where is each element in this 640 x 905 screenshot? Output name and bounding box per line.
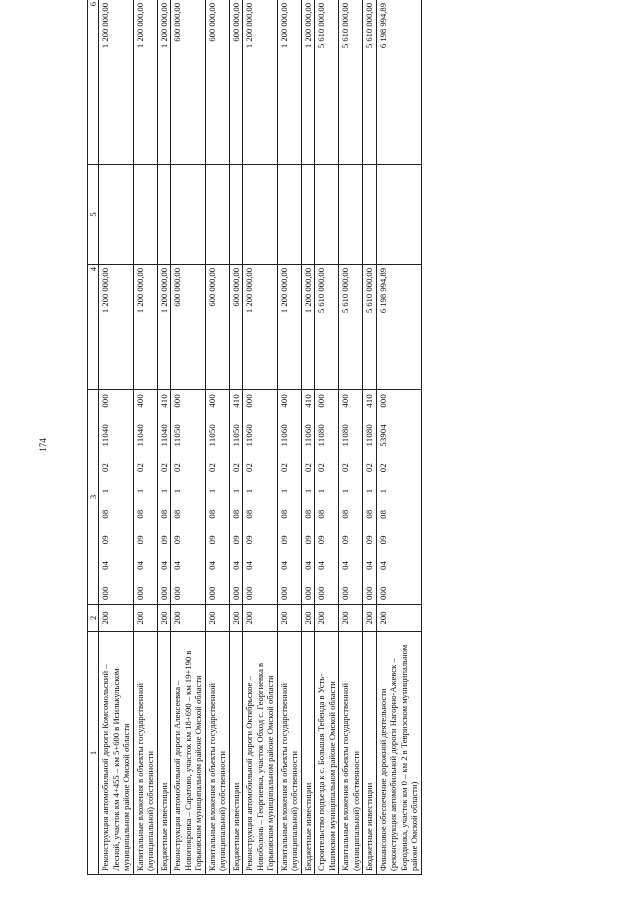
budget-code-parts (100, 393, 110, 601)
code-part: 410 (158, 394, 169, 408)
row-budget-code (363, 390, 376, 605)
code-part: 02 (364, 462, 375, 472)
row-total: 1 200 000,00 (157, 0, 170, 165)
table-row (157, 0, 170, 875)
row-total: 1 200 000,00 (301, 0, 314, 165)
code-part: 09 (206, 535, 217, 545)
code-part: 11060 (278, 424, 289, 447)
header-col-4: 4 (88, 265, 99, 390)
budget-code-parts (244, 393, 254, 601)
code-part: 11040 (100, 424, 111, 447)
code-part: 1 (244, 488, 255, 494)
row-col5 (157, 165, 170, 265)
code-part: 1 (100, 488, 111, 494)
code-part: 000 (244, 394, 255, 408)
row-admin-code: 200 (99, 605, 133, 632)
header-col-6: 6 (88, 0, 99, 165)
code-part: 09 (244, 535, 255, 545)
code-part: 000 (316, 394, 327, 408)
code-part: 11060 (244, 424, 255, 447)
row-admin-code: 200 (205, 605, 229, 632)
code-part: 400 (340, 394, 351, 408)
code-part: 02 (158, 462, 169, 472)
table-row (205, 0, 229, 875)
code-part: 11080 (340, 424, 351, 447)
code-part: 000 (134, 586, 145, 600)
code-part: 09 (302, 535, 313, 545)
row-col5 (301, 165, 314, 265)
row-col5 (277, 165, 301, 265)
code-part: 11050 (230, 424, 241, 447)
code-part: 09 (172, 535, 183, 545)
row-budget-code (99, 390, 133, 605)
header-col-1: 1 (88, 632, 99, 875)
code-part: 08 (302, 509, 313, 519)
budget-code-parts (207, 393, 217, 601)
row-amount: 5 610 000,00 (315, 265, 339, 390)
code-part: 08 (377, 509, 388, 519)
code-part: 04 (206, 560, 217, 570)
code-part: 000 (230, 586, 241, 600)
code-part: 04 (134, 560, 145, 570)
row-budget-code (315, 390, 339, 605)
code-part: 11040 (134, 424, 145, 447)
row-budget-code (339, 390, 363, 605)
code-part: 08 (172, 509, 183, 519)
row-amount: 600 000,00 (171, 265, 205, 390)
row-amount: 1 200 000,00 (243, 265, 277, 390)
row-col5 (133, 165, 157, 265)
row-amount: 600 000,00 (205, 265, 229, 390)
row-total: 600 000,00 (229, 0, 242, 165)
budget-code-parts (172, 393, 182, 601)
code-part: 1 (364, 488, 375, 494)
code-part: 09 (230, 535, 241, 545)
code-part: 400 (134, 394, 145, 408)
code-part: 1 (134, 488, 145, 494)
code-part: 02 (230, 462, 241, 472)
row-budget-code (277, 390, 301, 605)
budget-code-parts (340, 393, 350, 601)
row-admin-code: 200 (376, 605, 421, 632)
code-part: 000 (278, 586, 289, 600)
table-row (339, 0, 363, 875)
code-part: 11060 (302, 424, 313, 447)
code-part: 000 (172, 394, 183, 408)
code-part: 02 (340, 462, 351, 472)
code-part: 04 (340, 560, 351, 570)
row-name: Реконструкция автомобильной дороги Комсомольский – Лесной, участок км 4+455 – км 5+600 в Исилькульском муниципальном районе Омской области (99, 632, 133, 875)
row-admin-code: 200 (315, 605, 339, 632)
header-col-5: 5 (88, 165, 99, 265)
code-part: 08 (278, 509, 289, 519)
row-name: Реконструкция автомобильной дороги Октябрьское – Новоболонь – Георгиевка, участок Обход с. Георгиевка в Горьковском муниципальном районе Омской области (243, 632, 277, 875)
page-number: 174 (38, 438, 48, 452)
table-row (171, 0, 205, 875)
row-name: Бюджетные инвестиции (229, 632, 242, 875)
row-total: 1 200 000,00 (133, 0, 157, 165)
row-col5 (339, 165, 363, 265)
budget-code-parts (316, 393, 326, 601)
row-amount: 6 198 994,89 (376, 265, 421, 390)
row-col5 (376, 165, 421, 265)
code-part: 09 (158, 535, 169, 545)
code-part: 000 (100, 394, 111, 408)
code-part: 09 (364, 535, 375, 545)
row-budget-code (205, 390, 229, 605)
row-total: 1 200 000,00 (99, 0, 133, 165)
code-part: 04 (364, 560, 375, 570)
budget-code-parts (364, 393, 374, 601)
code-part: 02 (172, 462, 183, 472)
code-part: 11080 (364, 424, 375, 447)
table-row (277, 0, 301, 875)
budget-code-parts (135, 393, 145, 601)
row-total: 5 610 000,00 (363, 0, 376, 165)
code-part: 02 (134, 462, 145, 472)
row-name: Реконструкция автомобильной дороги Алексеевка – Новопокровка – Саратово, участок км 18+690 – км 19+190 в Горьковском муниципальном районе Омской области (171, 632, 205, 875)
code-part: 000 (206, 586, 217, 600)
row-name: Капитальные вложения в объекты государственной (муниципальной) собственности (339, 632, 363, 875)
code-part: 02 (278, 462, 289, 472)
code-part: 000 (302, 586, 313, 600)
budget-code-parts (378, 393, 388, 601)
code-part: 1 (377, 488, 388, 494)
budget-code-parts (231, 393, 241, 601)
table-row (133, 0, 157, 875)
header-col-2: 2 (88, 605, 99, 632)
code-part: 000 (172, 586, 183, 600)
code-part: 08 (100, 509, 111, 519)
code-part: 400 (278, 394, 289, 408)
row-admin-code: 200 (171, 605, 205, 632)
code-part: 410 (364, 394, 375, 408)
table-row (243, 0, 277, 875)
row-col5 (171, 165, 205, 265)
code-part: 410 (230, 394, 241, 408)
row-total: 1 200 000,00 (277, 0, 301, 165)
code-part: 1 (158, 488, 169, 494)
code-part: 02 (377, 463, 388, 473)
row-budget-code (301, 390, 314, 605)
row-amount: 1 200 000,00 (99, 265, 133, 390)
row-name: Капитальные вложения в объекты государственной (муниципальной) собственности (133, 632, 157, 875)
code-part: 000 (244, 586, 255, 600)
code-part: 1 (302, 488, 313, 494)
code-part: 02 (302, 462, 313, 472)
row-name: Финансовое обеспечение дорожной деятельности (реконструкция автомобильной дороги Нагорно-Ажевск – Бородинка, участок км 0 – км 2 в Тевризском муниципальном районе Омской области) (376, 632, 421, 875)
row-col5 (315, 165, 339, 265)
code-part: 1 (316, 488, 327, 494)
code-part: 08 (206, 509, 217, 519)
row-amount: 1 200 000,00 (301, 265, 314, 390)
row-admin-code: 200 (363, 605, 376, 632)
code-part: 04 (278, 560, 289, 570)
table-frame (87, 2, 612, 875)
row-col5 (99, 165, 133, 265)
table-row (363, 0, 376, 875)
row-admin-code: 200 (229, 605, 242, 632)
row-budget-code (229, 390, 242, 605)
row-admin-code: 200 (157, 605, 170, 632)
table-body (99, 0, 421, 875)
code-part: 1 (172, 488, 183, 494)
table-row (229, 0, 242, 875)
code-part: 000 (364, 586, 375, 600)
code-part: 08 (244, 509, 255, 519)
code-part: 000 (316, 586, 327, 600)
code-part: 02 (244, 462, 255, 472)
code-part: 09 (100, 535, 111, 545)
row-amount: 1 200 000,00 (277, 265, 301, 390)
row-col5 (205, 165, 229, 265)
code-part: 04 (100, 560, 111, 570)
row-admin-code: 200 (277, 605, 301, 632)
code-part: 09 (340, 535, 351, 545)
code-part: 08 (134, 509, 145, 519)
code-part: 08 (158, 509, 169, 519)
code-part: 09 (377, 535, 388, 545)
code-part: 410 (302, 394, 313, 408)
code-part: 09 (134, 535, 145, 545)
code-part: 04 (158, 560, 169, 570)
row-col5 (363, 165, 376, 265)
code-part: 09 (316, 535, 327, 545)
code-part: 08 (364, 509, 375, 519)
row-col5 (243, 165, 277, 265)
code-part: 1 (340, 488, 351, 494)
budget-code-parts (279, 393, 289, 601)
table-row (301, 0, 314, 875)
table-row (376, 0, 421, 875)
row-budget-code (133, 390, 157, 605)
header-row (88, 0, 99, 875)
row-budget-code (171, 390, 205, 605)
row-amount: 5 610 000,00 (339, 265, 363, 390)
code-part: 11080 (316, 424, 327, 447)
code-part: 11040 (158, 424, 169, 447)
code-part: 000 (340, 586, 351, 600)
row-name: Бюджетные инвестиции (363, 632, 376, 875)
budget-table (87, 0, 422, 875)
row-admin-code: 200 (243, 605, 277, 632)
row-total: 5 610 000,00 (315, 0, 339, 165)
code-part: 09 (278, 535, 289, 545)
row-total: 600 000,00 (205, 0, 229, 165)
row-name: Бюджетные инвестиции (157, 632, 170, 875)
code-part: 08 (230, 509, 241, 519)
table-row (99, 0, 133, 875)
code-part: 1 (230, 488, 241, 494)
row-total: 600 000,00 (171, 0, 205, 165)
code-part: 400 (206, 394, 217, 408)
row-name: Бюджетные инвестиции (301, 632, 314, 875)
row-budget-code (243, 390, 277, 605)
row-name: Капитальные вложения в объекты государственной (муниципальной) собственности (277, 632, 301, 875)
code-part: 08 (340, 509, 351, 519)
code-part: 02 (206, 462, 217, 472)
budget-code-parts (159, 393, 169, 601)
row-total: 1 200 000,00 (243, 0, 277, 165)
code-part: 08 (316, 509, 327, 519)
row-amount: 1 200 000,00 (133, 265, 157, 390)
row-budget-code (157, 390, 170, 605)
header-col-3: 3 (88, 390, 99, 605)
code-part: 04 (302, 560, 313, 570)
code-part: 04 (230, 560, 241, 570)
code-part: 04 (172, 560, 183, 570)
code-part: 04 (377, 560, 388, 570)
row-total: 6 198 994,89 (376, 0, 421, 165)
code-part: 000 (158, 586, 169, 600)
row-admin-code: 200 (301, 605, 314, 632)
row-budget-code (376, 390, 421, 605)
code-part: 02 (316, 462, 327, 472)
code-part: 04 (316, 560, 327, 570)
code-part: 04 (244, 560, 255, 570)
code-part: 000 (377, 394, 388, 408)
row-amount: 1 200 000,00 (157, 265, 170, 390)
code-part: 1 (206, 488, 217, 494)
row-col5 (229, 165, 242, 265)
code-part: 1 (278, 488, 289, 494)
row-amount: 600 000,00 (229, 265, 242, 390)
row-name: Строительство подъезда к с. Большая Тебенда в Усть-Ишимском муниципальном районе Омской области (315, 632, 339, 875)
table-row (315, 0, 339, 875)
row-name: Капитальные вложения в объекты государственной (муниципальной) собственности (205, 632, 229, 875)
row-admin-code: 200 (133, 605, 157, 632)
code-part: 53904 (377, 424, 388, 447)
code-part: 000 (100, 586, 111, 600)
row-admin-code: 200 (339, 605, 363, 632)
code-part: 11050 (172, 424, 183, 447)
code-part: 000 (377, 586, 388, 600)
code-part: 02 (100, 462, 111, 472)
budget-code-parts (303, 393, 313, 601)
row-total: 5 610 000,00 (339, 0, 363, 165)
code-part: 11050 (206, 424, 217, 447)
row-amount: 5 610 000,00 (363, 265, 376, 390)
